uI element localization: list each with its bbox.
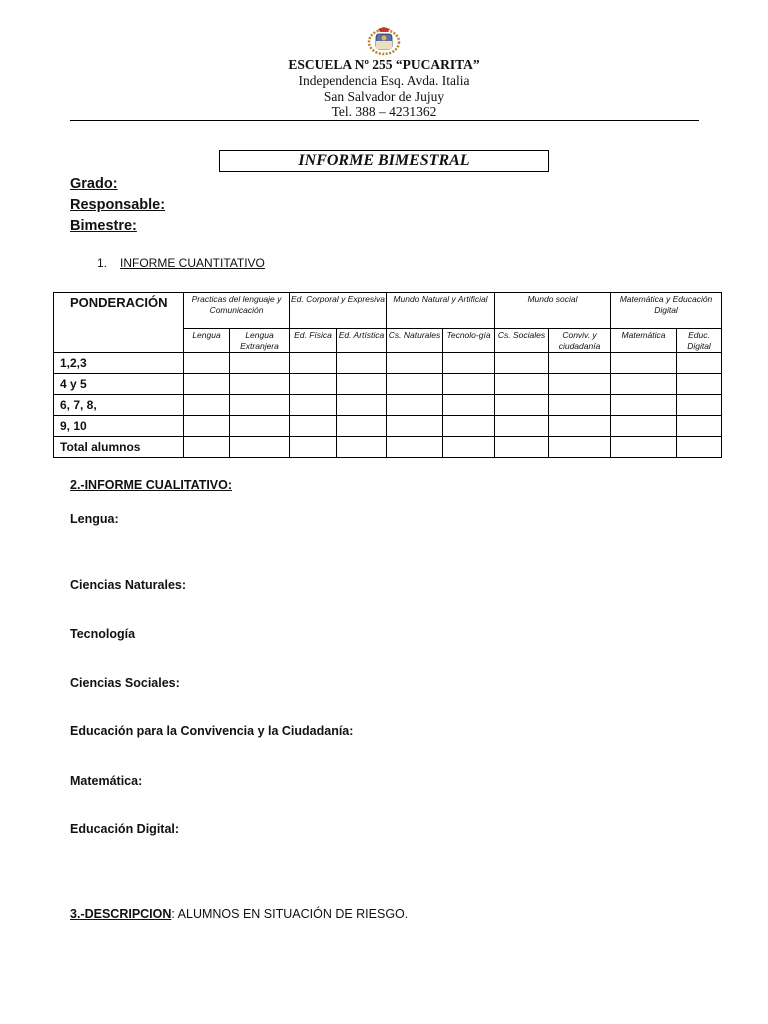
subcolumn-header: Conviv. y ciudadanía [549,329,611,353]
table-cell[interactable] [387,353,443,374]
section-2-heading: 2.-INFORME CUALITATIVO: [70,478,233,492]
group-header-matematica: Matemática y Educación Digital [611,293,722,329]
section-3-text: : ALUMNOS EN SITUACIÓN DE RIESGO. [171,907,409,921]
subcolumn-header: Tecnolo-gía [443,329,495,353]
table-cell[interactable] [230,395,290,416]
subcolumn-header: Matemática [611,329,677,353]
subcolumn-header: Cs. Naturales [387,329,443,353]
section-1-title: INFORME CUANTITATIVO [120,256,265,270]
subcolumn-header: Cs. Sociales [495,329,549,353]
table-cell[interactable] [495,353,549,374]
table-cell[interactable] [230,353,290,374]
address-line-1: Independencia Esq. Avda. Italia [298,73,470,88]
table-cell[interactable] [230,374,290,395]
row-label: Total alumnos [54,437,184,458]
table-cell[interactable] [387,374,443,395]
table-cell[interactable] [230,416,290,437]
table-cell[interactable] [290,437,337,458]
table-cell[interactable] [337,395,387,416]
school-name: ESCUELA Nº 255 “PUCARITA” [288,57,480,72]
table-cell[interactable] [184,437,230,458]
table-cell[interactable] [549,437,611,458]
table-cell[interactable] [184,416,230,437]
responsable-label: Responsable: [70,197,166,213]
table-group-header-row [54,293,722,329]
table-cell[interactable] [611,353,677,374]
section-1-number: 1. [97,256,108,270]
subject-tecnologia: Tecnología [70,627,136,641]
table-cell[interactable] [184,374,230,395]
table-cell[interactable] [677,437,722,458]
table-cell[interactable] [611,374,677,395]
phone-number: Tel. 388 – 4231362 [331,104,437,119]
table-cell[interactable] [184,395,230,416]
address-line-2: San Salvador de Jujuy [323,88,445,104]
group-header-practicas: Practicas del lenguaje y Comunicación [184,293,290,329]
table-cell[interactable] [677,416,722,437]
table-cell[interactable] [443,416,495,437]
subcolumn-header: Educ. Digital [677,329,722,353]
header-divider [70,120,699,121]
table-cell[interactable] [184,353,230,374]
table-cell[interactable] [495,395,549,416]
table-cell[interactable] [387,395,443,416]
grado-label: Grado: [70,176,118,192]
table-row [54,437,722,458]
section-3-label: 3.-DESCRIPCION [70,907,172,921]
section-1-heading [97,256,265,270]
table-cell[interactable] [443,437,495,458]
letterhead [0,26,768,120]
table-cell[interactable] [443,353,495,374]
table-cell[interactable] [290,374,337,395]
school-crest-icon [367,26,401,56]
table-cell[interactable] [290,416,337,437]
subcolumn-header: Lengua Extranjera [230,329,290,353]
row-label: 4 y 5 [54,374,184,395]
subject-lengua: Lengua: [70,512,119,526]
document-title: INFORME BIMESTRAL [298,152,470,169]
subject-matematica: Matemática: [70,774,143,788]
table-row [54,353,722,374]
subject-convivencia: Educación para la Convivencia y la Ciudadanía: [70,724,354,738]
table-cell[interactable] [387,437,443,458]
subcolumn-header: Ed. Física [290,329,337,353]
table-cell[interactable] [549,416,611,437]
subcolumn-header: Lengua [184,329,230,353]
table-cell[interactable] [611,437,677,458]
subcolumn-header: Ed. Artística [337,329,387,353]
table-cell[interactable] [290,353,337,374]
table-cell[interactable] [443,395,495,416]
subject-ciencias-sociales: Ciencias Sociales: [70,676,180,690]
table-cell[interactable] [443,374,495,395]
table-cell[interactable] [549,395,611,416]
subject-ciencias-naturales: Ciencias Naturales: [70,578,187,592]
table-row [54,395,722,416]
quantitative-table [53,292,722,458]
table-cell[interactable] [495,374,549,395]
table-cell[interactable] [337,416,387,437]
table-cell[interactable] [549,353,611,374]
table-cell[interactable] [495,437,549,458]
table-cell[interactable] [337,374,387,395]
table-cell[interactable] [230,437,290,458]
table-cell[interactable] [495,416,549,437]
section-3-heading [70,907,408,921]
table-cell[interactable] [611,395,677,416]
table-cell[interactable] [387,416,443,437]
row-label: 9, 10 [54,416,184,437]
table-row [54,374,722,395]
table-cell[interactable] [549,374,611,395]
ponderacion-header: PONDERACIÓN [54,293,184,353]
table-cell[interactable] [677,353,722,374]
table-row [54,416,722,437]
table-cell[interactable] [337,353,387,374]
bimestre-label: Bimestre: [70,218,137,234]
group-header-mundo-social: Mundo social [495,293,611,329]
table-cell[interactable] [677,395,722,416]
group-header-ed-corporal: Ed. Corporal y Expresiva [290,293,387,329]
group-header-mundo-natural: Mundo Natural y Artificial [387,293,495,329]
row-label: 1,2,3 [54,353,184,374]
table-cell[interactable] [337,437,387,458]
subject-educacion-digital: Educación Digital: [70,822,180,836]
row-label: 6, 7, 8, [54,395,184,416]
table-cell[interactable] [290,395,337,416]
title-box [219,150,549,172]
table-cell[interactable] [677,374,722,395]
table-cell[interactable] [611,416,677,437]
